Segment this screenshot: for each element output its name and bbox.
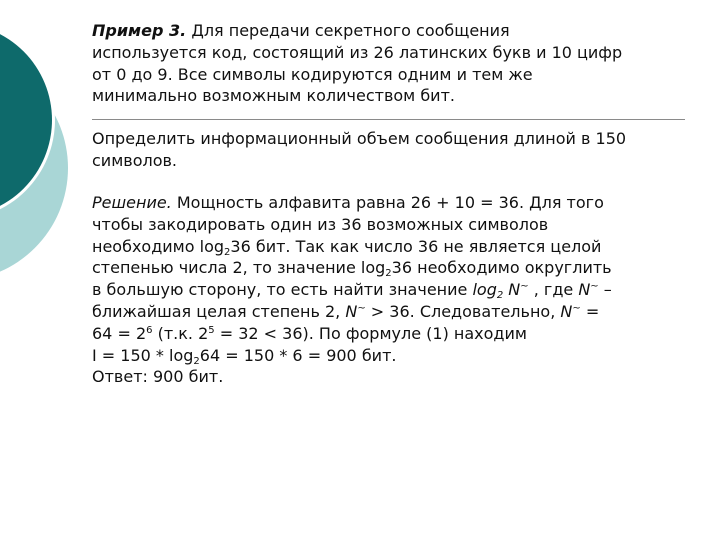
task-line-2: символов. bbox=[92, 150, 178, 170]
solution-line-8: $I = 150 * \log_264 = 150 * 6 = 900$ бит. bbox=[92, 345, 397, 367]
example-line-2: используется код, состоящий из 26 латинских букв и 10 цифр bbox=[92, 42, 623, 62]
solution-line-2: чтобы закодировать один из 36 возможных символов bbox=[92, 214, 549, 234]
example-line-3: от 0 до 9. Все символы кодируются одним и тем же bbox=[92, 64, 533, 84]
solution-line-3: необходимо $\log_236$ бит. Так как число 36 не является целой bbox=[92, 236, 602, 258]
solution-line-6: ближайшая целая степень 2, N~ > 36. Следовательно, N~ = bbox=[92, 301, 600, 321]
example-line-1: Пример 3. Для передачи секретного сообщения bbox=[92, 21, 510, 40]
solution-line-1: Решение. Мощность алфавита равна 26 + 10 = 36. Для того bbox=[92, 193, 604, 212]
task-block bbox=[92, 128, 702, 172]
divider-line bbox=[92, 119, 685, 120]
example-block bbox=[92, 20, 702, 107]
solution-line-5: в большую сторону, то есть найти значение $\log_2 N^\sim$ , где N~ – bbox=[92, 280, 612, 302]
example-title: Пример 3. bbox=[92, 21, 187, 40]
task-line-1: Определить информационный объем сообщения длиной в 150 bbox=[92, 129, 627, 148]
answer-line: Ответ: 900 бит. bbox=[92, 367, 224, 387]
solution-line-7: $64 = 2^6$ (т.к. $2^5 = 32 < 36$). По формуле (1) находим bbox=[92, 323, 527, 343]
example-line-4: минимально возможным количеством бит. bbox=[92, 86, 455, 106]
solution-line-4: степенью числа 2, то значение $\log_236$ необходимо округлить bbox=[92, 258, 612, 280]
solution-label: Решение. bbox=[92, 193, 172, 212]
solution-block bbox=[92, 192, 702, 388]
